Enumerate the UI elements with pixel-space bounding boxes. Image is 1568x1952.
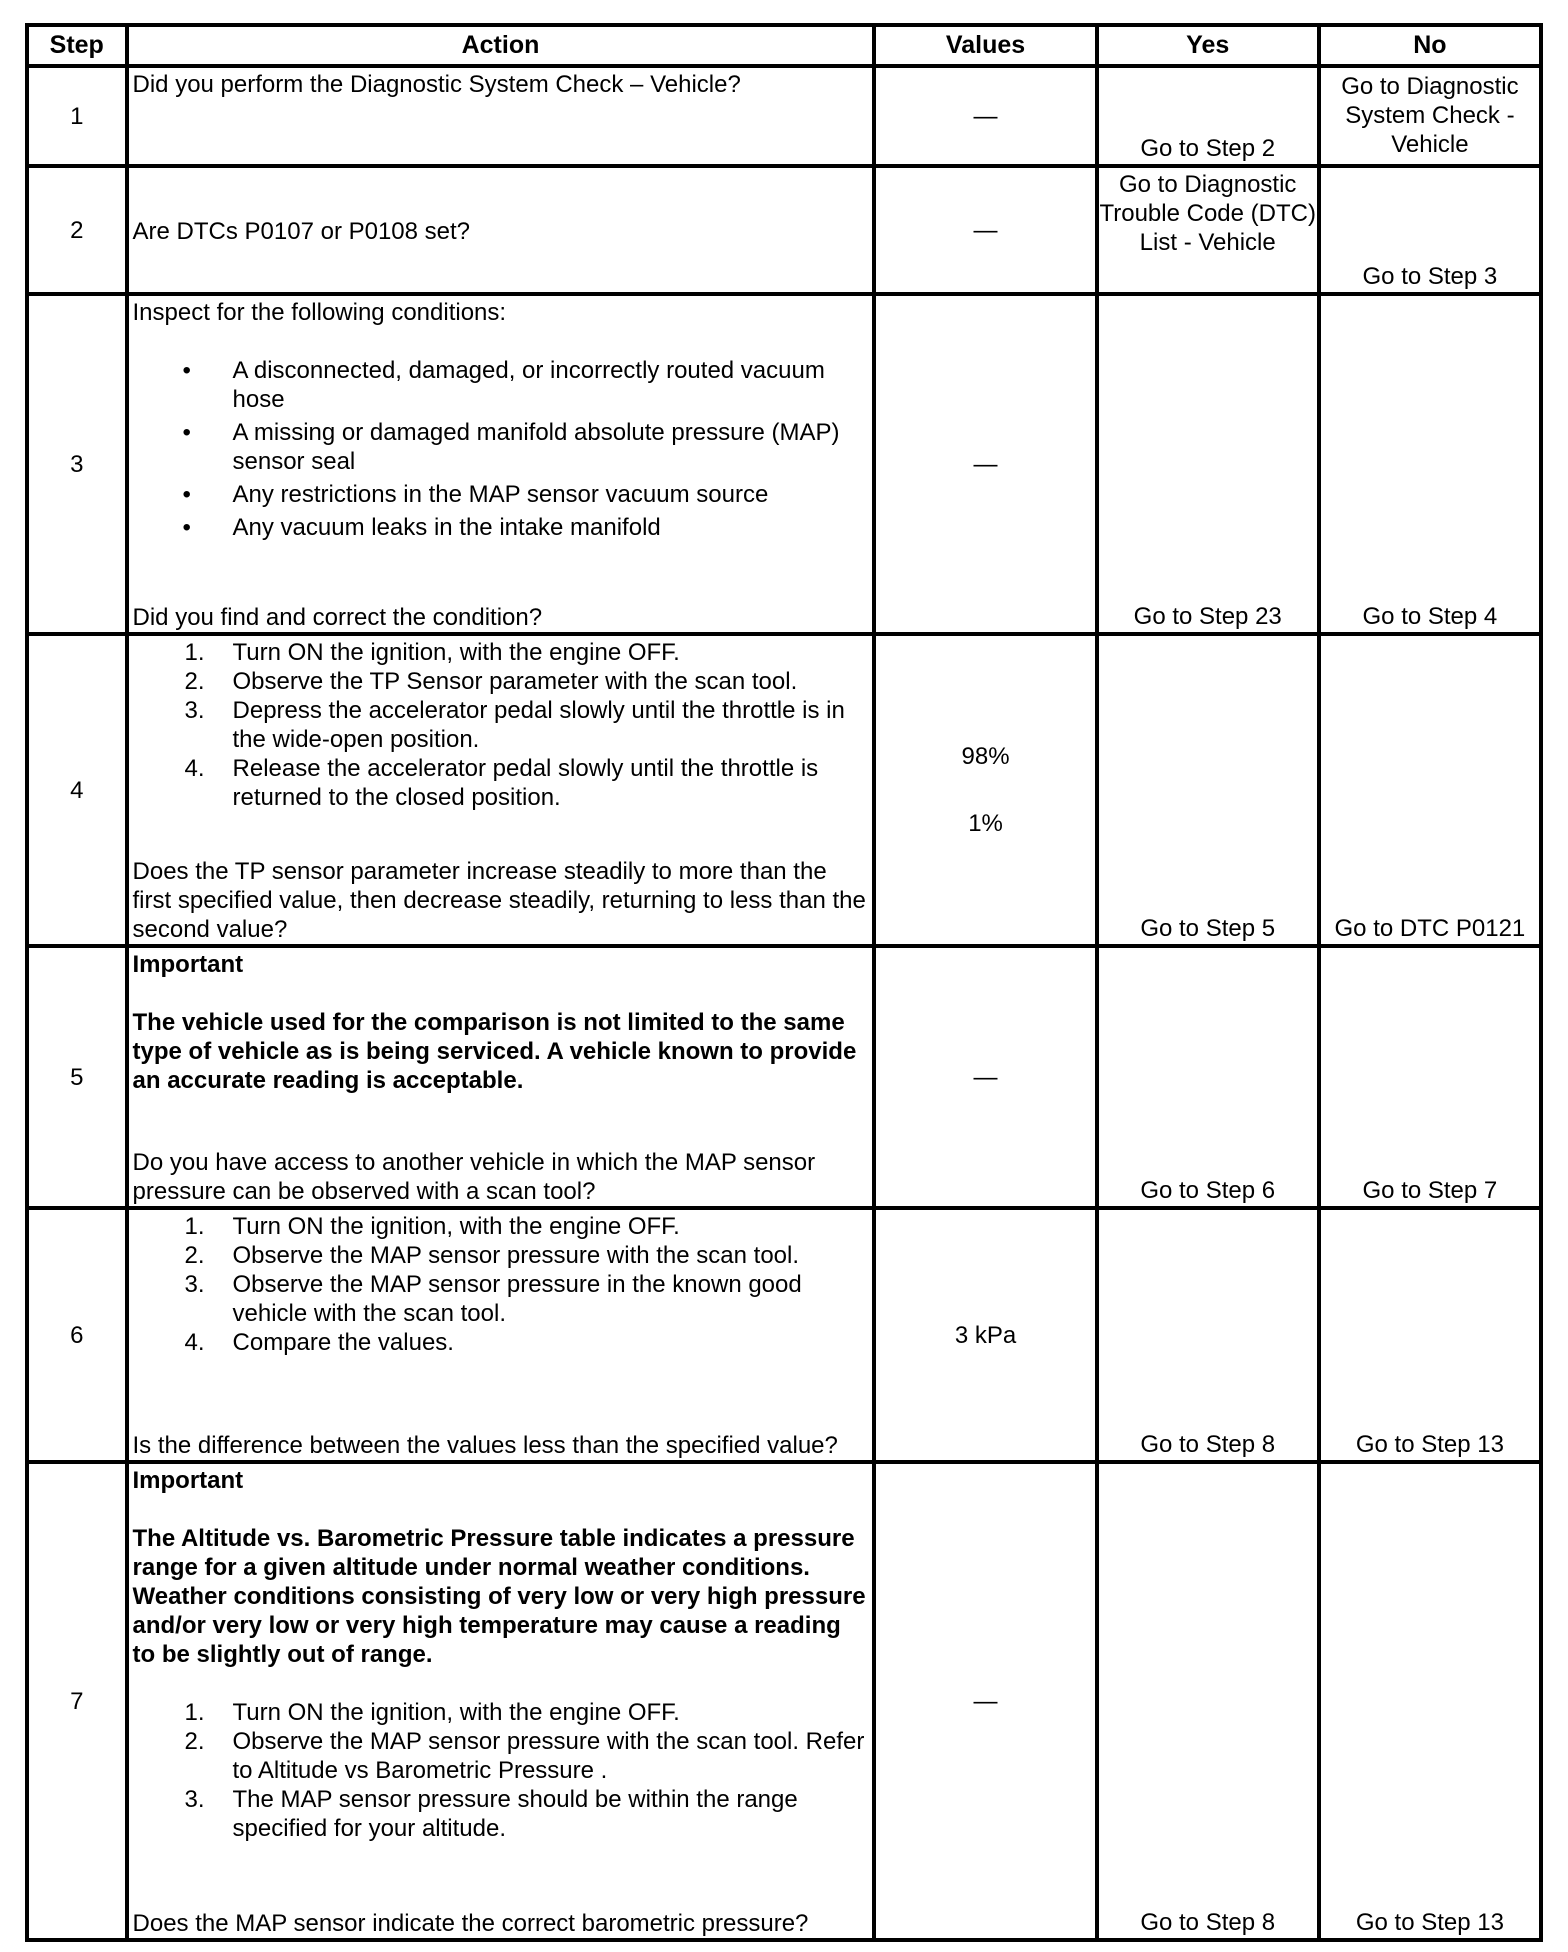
list-text: Release the accelerator pedal slowly until the throttle is returned to the closed position. (232, 755, 819, 811)
list-number: 1. (184, 1213, 205, 1240)
list-text: Observe the MAP sensor pressure in the known good vehicle with the scan tool. (232, 1271, 802, 1327)
action-cell (127, 946, 875, 1208)
list-text: The MAP sensor pressure should be within the range specified for your altitude. (232, 1786, 798, 1842)
step-number: 4 (27, 634, 127, 946)
table-row (27, 66, 1541, 166)
table-row (27, 294, 1541, 634)
no-cell: Go to Step 13 (1319, 1462, 1541, 1940)
no-cell (1319, 66, 1541, 166)
yes-cell: Go to Step 6 (1097, 946, 1319, 1208)
procedure-list (133, 1698, 869, 1843)
values-cell (874, 634, 1096, 946)
list-text: Observe the TP Sensor parameter with the scan tool. (232, 668, 798, 695)
list-item (133, 638, 869, 667)
important-label: Important (132, 951, 244, 978)
no-cell: Go to Step 7 (1319, 946, 1541, 1208)
list-item: • Any restrictions in the MAP sensor vacuum source (133, 480, 869, 509)
no-cell: Go to Step 13 (1319, 1208, 1541, 1462)
header-no: No (1319, 25, 1541, 66)
action-question: Does the MAP sensor indicate the correct barometric pressure? (132, 1910, 809, 1937)
values-cell: — (874, 1462, 1096, 1940)
list-item (133, 1328, 869, 1357)
procedure-list (133, 1212, 869, 1357)
value-second: 1% (968, 810, 1003, 837)
list-number: 2. (184, 668, 205, 695)
yes-cell: Go to Step 8 (1097, 1462, 1319, 1940)
values-cell: — (874, 66, 1096, 166)
list-item (133, 1241, 869, 1270)
list-number: 4. (184, 1329, 205, 1356)
no-cell: Go to Step 3 (1319, 166, 1541, 294)
header-action: Action (127, 25, 875, 66)
action-question: Did you perform the Diagnostic System Check – Vehicle? (132, 71, 741, 98)
important-label: Important (132, 1467, 244, 1494)
yes-cell: Go to Step 2 (1097, 66, 1319, 166)
list-item (133, 754, 869, 812)
procedure-list (133, 638, 869, 812)
list-item (133, 1212, 869, 1241)
action-cell (127, 166, 875, 294)
important-note: The vehicle used for the comparison is not limited to the same type of vehicle as is being serviced. A vehicle known to provide an accurate reading is acceptable. (132, 1009, 857, 1094)
list-number: 2. (184, 1242, 205, 1269)
list-item: • Any vacuum leaks in the intake manifold (133, 513, 869, 542)
yes-cell: Go to Step 8 (1097, 1208, 1319, 1462)
list-text: Turn ON the ignition, with the engine OFF. (232, 639, 680, 666)
step-number: 7 (27, 1462, 127, 1940)
step-number: 3 (27, 294, 127, 634)
list-text: Observe the MAP sensor pressure with the scan tool. (232, 1242, 800, 1269)
action-cell (127, 634, 875, 946)
action-cell (127, 66, 875, 166)
list-item (133, 1785, 869, 1843)
table-row (27, 1462, 1541, 1940)
action-question: Is the difference between the values less than the specified value? (132, 1432, 838, 1459)
step-number: 1 (27, 66, 127, 166)
list-item (133, 696, 869, 754)
values-cell: 3 kPa (874, 1208, 1096, 1462)
header-values: Values (874, 25, 1096, 66)
values-cell: — (874, 166, 1096, 294)
yes-text: Go to Diagnostic Trouble Code (DTC) List - Vehicle (1099, 171, 1316, 256)
list-item (133, 1698, 869, 1727)
step-number: 2 (27, 166, 127, 294)
no-cell: Go to Step 4 (1319, 294, 1541, 634)
list-text: Depress the accelerator pedal slowly until the throttle is in the wide-open position. (232, 697, 845, 753)
list-text: Compare the values. (232, 1329, 454, 1356)
step-number: 5 (27, 946, 127, 1208)
values-cell: — (874, 946, 1096, 1208)
table-row (27, 634, 1541, 946)
list-number: 1. (184, 639, 205, 666)
list-number: 3. (184, 697, 205, 724)
yes-cell: Go to Step 5 (1097, 634, 1319, 946)
list-text: Observe the MAP sensor pressure with the scan tool. Refer to Altitude vs Barometric Pressure . (232, 1728, 865, 1784)
no-text: Go to Diagnostic System Check - Vehicle (1341, 73, 1519, 158)
important-note: The Altitude vs. Barometric Pressure table indicates a pressure range for a given altitude under normal weather conditions. Weather conditions consisting of very low or very high pressure and/or very low or very high temperature may cause a reading to be slightly out of range. (132, 1525, 866, 1668)
step-number: 6 (27, 1208, 127, 1462)
header-yes: Yes (1097, 25, 1319, 66)
yes-cell (1097, 166, 1319, 294)
diagnostic-table (25, 23, 1543, 1942)
value-first: 98% (961, 743, 1010, 770)
action-cell (127, 1208, 875, 1462)
list-item (133, 1270, 869, 1328)
action-question: Do you have access to another vehicle in which the MAP sensor pressure can be observed with a scan tool? (132, 1149, 816, 1205)
condition-list (133, 356, 869, 542)
list-text: Turn ON the ignition, with the engine OFF. (232, 1213, 680, 1240)
action-intro: Inspect for the following conditions: (132, 299, 507, 326)
action-cell (127, 294, 875, 634)
header-step: Step (27, 25, 127, 66)
list-number: 3. (184, 1786, 205, 1813)
no-cell: Go to DTC P0121 (1319, 634, 1541, 946)
list-number: 2. (184, 1728, 205, 1755)
table-row (27, 166, 1541, 294)
list-item: • A disconnected, damaged, or incorrectly routed vacuum hose (133, 356, 869, 414)
action-cell (127, 1462, 875, 1940)
values-cell: — (874, 294, 1096, 634)
list-number: 1. (184, 1699, 205, 1726)
list-text: Turn ON the ignition, with the engine OFF. (232, 1699, 680, 1726)
list-item (133, 1727, 869, 1785)
yes-cell: Go to Step 23 (1097, 294, 1319, 634)
header-row (27, 25, 1541, 66)
action-question: Does the TP sensor parameter increase steadily to more than the first specified value, then decrease steadily, returning to less than the second value? (132, 858, 866, 943)
table-row (27, 1208, 1541, 1462)
action-question: Are DTCs P0107 or P0108 set? (132, 217, 471, 245)
list-number: 3. (184, 1271, 205, 1298)
table-row (27, 946, 1541, 1208)
list-number: 4. (184, 755, 205, 782)
list-item: • A missing or damaged manifold absolute pressure (MAP) sensor seal (133, 418, 869, 476)
list-item (133, 667, 869, 696)
action-question: Did you find and correct the condition? (132, 604, 543, 631)
